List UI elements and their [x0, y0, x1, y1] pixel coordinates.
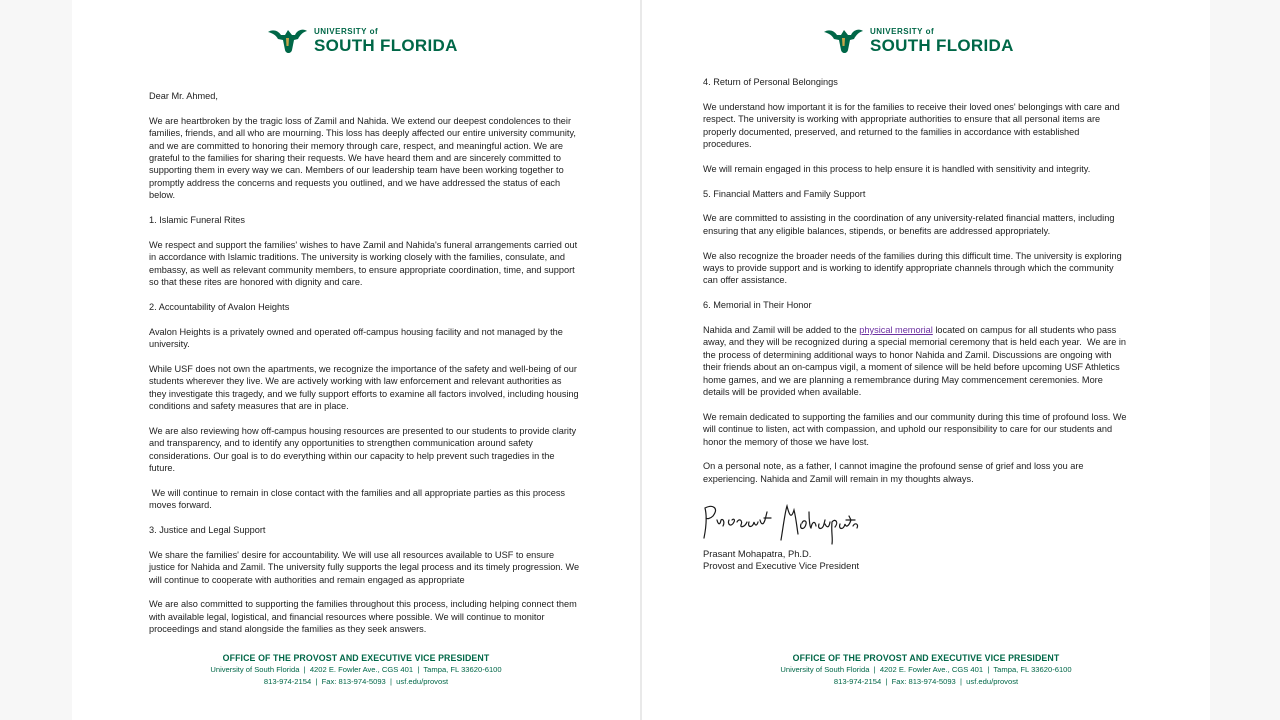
usf-bull-icon [266, 26, 308, 56]
signer-name: Prasant Mohapatra, Ph.D. [703, 547, 812, 559]
memorial-text-before: Nahida and Zamil will be added to the [703, 325, 860, 336]
memorial-paragraph [703, 324, 1128, 398]
signature-block [703, 498, 1128, 573]
section-heading-funeral-rites: 1. Islamic Funeral Rites [149, 215, 245, 226]
letter-body-page-2 [703, 76, 1128, 572]
belongings-paragraph-2: We will remain engaged in this process to help ensure it is handled with sensitivity and integrity. [703, 163, 1091, 174]
memorial-text-after: located on campus for all students who pass away, and they will be recognized during a special memorial ceremony that is held each year. We are in the process of determining additional ways to honor Nahida and Zamil. Discussions are ongoing with their friends about an on-campus vigil, a moment of silence will be held before upcoming USF Athletics home games, and we are planning a remembrance during May commencement ceremonies. More details will be provided when available. [703, 325, 1129, 398]
section-heading-avalon-heights: 2. Accountability of Avalon Heights [149, 301, 290, 312]
avalon-paragraph-4: We will continue to remain in close contact with the families and all appropriate parties as this process moves forward. [149, 487, 568, 511]
financial-paragraph-1: We are committed to assisting in the coordination of any university-related financial matters, including ensuring that any eligible balances, stipends, or benefits are addressed appropriately. [703, 213, 1115, 236]
footer-contact: 813-974-2154 | Fax: 813-974-5093 | usf.edu/provost [833, 676, 1019, 686]
logo-south-florida: SOUTH FLORIDA [870, 36, 1014, 55]
justice-paragraph-2: We are also committed to supporting the families throughout this process, including helping connect them with available legal, logistical, and financial resources where possible. We will continue to monitor proceedings and stand alongside the families as they seek answers. [149, 599, 577, 635]
funeral-rites-paragraph: We respect and support the families' wishes to have Zamil and Nahida's funeral arrangements carried out in accordance with Islamic traditions. The university is working closely with the families, consulate, and embassy, as well as relevant community members, to ensure appropriate coordination, time, and support so that these rites are honored with dignity and care. [149, 239, 578, 288]
logo-university-of: UNIVERSITY of [314, 27, 379, 36]
footer-office-name: OFFICE OF THE PROVOST AND EXECUTIVE VICE PRESIDENT [792, 653, 1060, 663]
intro-paragraph: We are heartbroken by the tragic loss of Zamil and Nahida. We extend our deepest condolences to their families, friends, and all who are mourning. This loss has deeply affected our entire university community, and we are committed to honoring their memory through care, respect, and meaningful action. We are grateful to the families for sharing their requests. We have heard them and are sincerely committed to supporting them in every way we can. Members of our leadership team have been working together to promptly address the concerns and requests you outlined, and we have addressed the status of each below. [149, 115, 576, 201]
avalon-paragraph-1: Avalon Heights is a privately owned and operated off-campus housing facility and not managed by the university. [149, 326, 563, 350]
footer-contact: 813-974-2154 | Fax: 813-974-5093 | usf.edu/provost [263, 676, 449, 686]
section-heading-justice: 3. Justice and Legal Support [149, 525, 266, 536]
closing-paragraph-1: We remain dedicated to supporting the families and our community during this time of profound loss. We will continue to listen, act with compassion, and uphold our responsibility to care for our students and honor the memory of those we have lost. [703, 411, 1127, 447]
logo-south-florida: SOUTH FLORIDA [314, 36, 458, 55]
section-heading-belongings: 4. Return of Personal Belongings [703, 77, 838, 87]
usf-logo [266, 26, 458, 56]
usf-logo [822, 26, 1014, 56]
section-heading-financial: 5. Financial Matters and Family Support [703, 188, 866, 199]
closing-paragraph-2: On a personal note, as a father, I cannot imagine the profound sense of grief and loss you are experiencing. Nahida and Zamil will remain in my thoughts always. [703, 461, 1084, 484]
handwritten-signature [701, 498, 861, 548]
avalon-paragraph-3: We are also reviewing how off-campus housing resources are presented to our students to provide clarity and transparency, and to identify any opportunities to strengthen communication around safety considerations. Our goal is to do everything within our capacity to help prevent such tragedies in the future. [149, 425, 577, 474]
avalon-paragraph-2: While USF does not own the apartments, we recognize the importance of the safety and well-being of our students wherever they live. We are actively working with law enforcement and relevant authorities as they investigate this tragedy, and we fully support efforts to examine all factors involved, including housing conditions and safety measures that are in place. [149, 363, 579, 412]
letter-body-page-1 [149, 90, 581, 648]
letter-footer-page-1 [72, 652, 640, 687]
footer-address: University of South Florida | 4202 E. Fowler Ave., CGS 401 | Tampa, FL 33620-6100 [780, 665, 1072, 674]
salutation: Dear Mr. Ahmed, [149, 91, 218, 101]
financial-paragraph-2: We also recognize the broader needs of the families during this difficult time. The university is exploring ways to provide support and is working to identify appropriate channels through which the community can offer assistance. [703, 250, 1122, 286]
usf-bull-icon [822, 26, 864, 56]
justice-paragraph-1: We share the families' desire for accountability. We will use all resources available to USF to ensure justice for Nahida and Zamil. The university fully supports the legal process and its timely progression. We will continue to cooperate with authorities and remain engaged as appropriate [149, 549, 580, 585]
footer-office-name: OFFICE OF THE PROVOST AND EXECUTIVE VICE PRESIDENT [222, 653, 490, 663]
signer-title: Provost and Executive Vice President [703, 560, 860, 572]
section-heading-memorial: 6. Memorial in Their Honor [703, 300, 812, 311]
footer-address: University of South Florida | 4202 E. Fowler Ave., CGS 401 | Tampa, FL 33620-6100 [210, 665, 502, 674]
physical-memorial-link[interactable]: physical memorial [859, 325, 933, 336]
letter-footer-page-2 [642, 652, 1210, 687]
logo-university-of: UNIVERSITY of [870, 27, 935, 36]
letter-page-2 [642, 0, 1210, 720]
belongings-paragraph-1: We understand how important it is for the families to receive their loved ones' belongings with care and respect. The university is working with appropriate authorities to ensure that all personal items are properly documented, preserved, and returned to the families in accordance with established procedures. [703, 101, 1120, 150]
letter-page-1 [72, 0, 640, 720]
